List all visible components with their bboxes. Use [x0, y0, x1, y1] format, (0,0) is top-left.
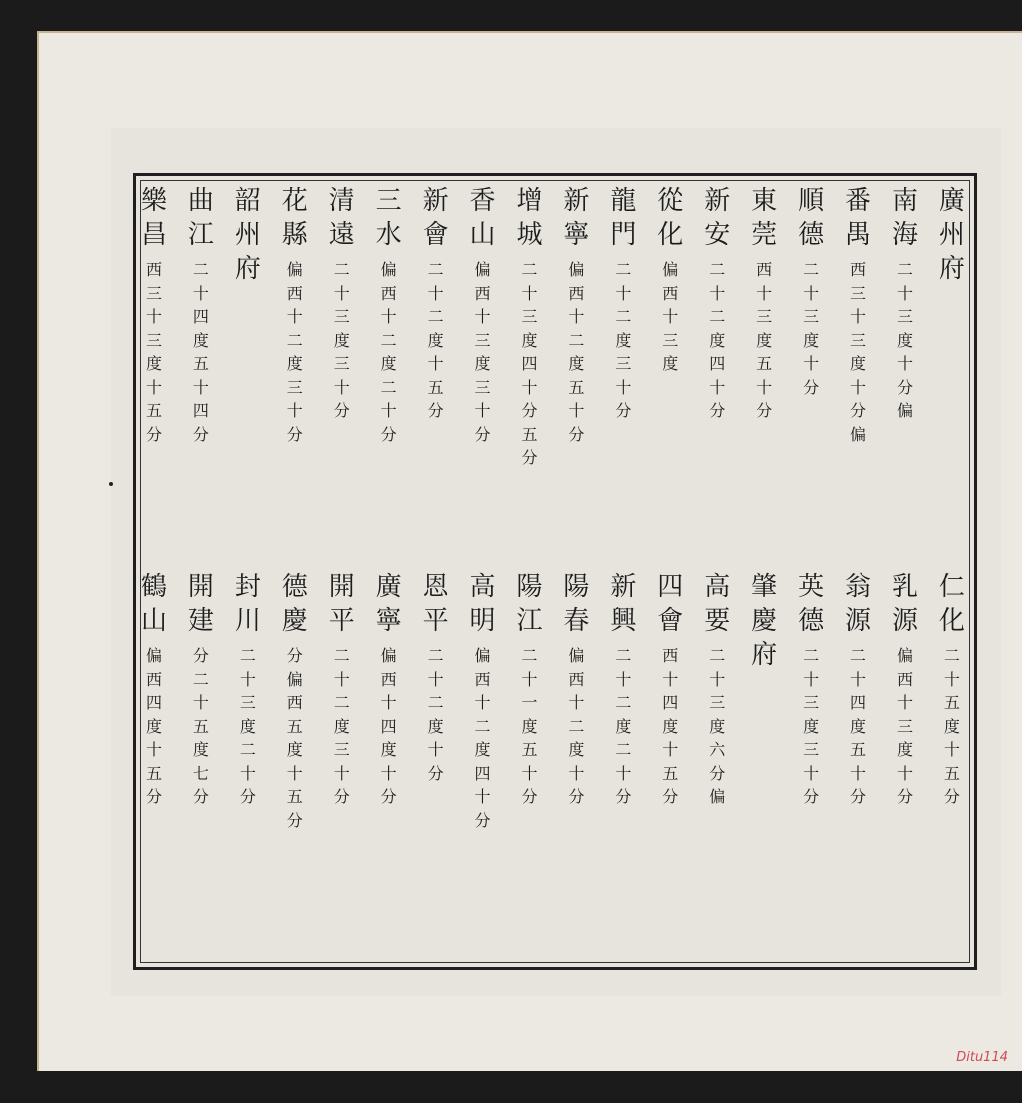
coordinate-note: 二 十 三 度 三 十 分 — [333, 260, 350, 420]
coordinate-note: 偏 西 四 度 十 五 分 — [145, 646, 162, 806]
lower-register — [140, 570, 966, 940]
coordinate-note: 二 十 三 度 十 分 — [803, 260, 820, 397]
coordinate-note: 偏 西 十 二 度 三 十 分 — [286, 260, 303, 444]
place-name: 高 要 — [704, 572, 731, 636]
place-name: 封 川 — [234, 572, 261, 636]
coordinate-note: 分 偏 西 五 度 十 五 分 — [286, 646, 303, 830]
text-column — [234, 570, 262, 940]
coordinate-note: 西 三 十 三 度 十 分 偏 — [850, 260, 867, 444]
coordinate-note: 二 十 二 度 二 十 分 — [615, 646, 632, 806]
text-column — [375, 570, 403, 940]
place-name: 廣 寧 — [375, 572, 402, 636]
place-name: 乳 源 — [891, 572, 918, 636]
coordinate-note: 西 十 三 度 五 十 分 — [756, 260, 773, 420]
text-column — [469, 570, 497, 940]
place-name: 香 山 — [469, 186, 496, 250]
text-column — [281, 184, 309, 544]
text-column — [516, 570, 544, 940]
coordinate-note: 偏 西 十 三 度 十 分 — [896, 646, 913, 806]
text-column — [140, 184, 168, 544]
place-name: 開 平 — [328, 572, 355, 636]
text-column — [703, 570, 731, 940]
place-name: 新 寧 — [563, 186, 590, 250]
place-name: 仁 化 — [938, 572, 965, 636]
text-column — [562, 570, 590, 940]
place-name: 清 遠 — [328, 186, 355, 250]
text-column — [656, 570, 684, 940]
coordinate-note: 偏 西 十 四 度 十 分 — [380, 646, 397, 806]
text-column — [328, 184, 356, 544]
text-column — [516, 184, 544, 544]
place-name: 英 德 — [798, 572, 825, 636]
place-name: 新 會 — [422, 186, 449, 250]
place-name: 新 興 — [610, 572, 637, 636]
text-column — [422, 184, 450, 544]
coordinate-note: 二 十 三 度 三 十 分 — [803, 646, 820, 806]
place-name: 德 慶 — [281, 572, 308, 636]
text-column — [797, 570, 825, 940]
place-name: 陽 江 — [516, 572, 543, 636]
text-column — [375, 184, 403, 544]
coordinate-note: 西 十 四 度 十 五 分 — [662, 646, 679, 806]
text-column — [844, 184, 872, 544]
text-column — [891, 570, 919, 940]
text-column — [609, 184, 637, 544]
coordinate-note: 二 十 三 度 十 分 偏 — [896, 260, 913, 420]
text-column — [750, 570, 778, 940]
text-column — [422, 570, 450, 940]
text-column — [187, 184, 215, 544]
text-column — [562, 184, 590, 544]
place-name: 四 會 — [657, 572, 684, 636]
place-name: 韶 州 府 — [234, 186, 261, 284]
coordinate-note: 二 十 五 度 十 五 分 — [943, 646, 960, 806]
place-name: 東 莞 — [751, 186, 778, 250]
text-column — [281, 570, 309, 940]
coordinate-note: 二 十 四 度 五 十 分 — [850, 646, 867, 806]
place-name: 高 明 — [469, 572, 496, 636]
coordinate-note: 偏 西 十 二 度 二 十 分 — [380, 260, 397, 444]
place-name: 番 禺 — [845, 186, 872, 250]
place-name: 增 城 — [516, 186, 543, 250]
watermark: Ditu114 — [956, 1050, 1008, 1065]
text-column — [609, 570, 637, 940]
coordinate-note: 二 十 三 度 四 十 分 五 分 — [521, 260, 538, 467]
text-column — [656, 184, 684, 544]
place-name: 花 縣 — [281, 186, 308, 250]
coordinate-note: 二 十 二 度 三 十 分 — [333, 646, 350, 806]
coordinate-note: 二 十 三 度 二 十 分 — [239, 646, 256, 806]
text-column — [469, 184, 497, 544]
coordinate-note: 偏 西 十 三 度 三 十 分 — [474, 260, 491, 444]
lower-columns — [140, 570, 966, 940]
place-name: 肇 慶 府 — [751, 572, 778, 670]
coordinate-note: 偏 西 十 三 度 — [662, 260, 679, 373]
coordinate-note: 二 十 二 度 十 五 分 — [427, 260, 444, 420]
place-name: 翁 源 — [845, 572, 872, 636]
coordinate-note: 二 十 二 度 三 十 分 — [615, 260, 632, 420]
coordinate-note: 二 十 二 度 十 分 — [427, 646, 444, 783]
coordinate-note: 二 十 四 度 五 十 四 分 — [192, 260, 209, 444]
place-name: 南 海 — [891, 186, 918, 250]
coordinate-note: 二 十 一 度 五 十 分 — [521, 646, 538, 806]
coordinate-note: 二 十 三 度 六 分 偏 — [709, 646, 726, 806]
coordinate-note: 偏 西 十 二 度 四 十 分 — [474, 646, 491, 830]
place-name: 曲 江 — [187, 186, 214, 250]
place-name: 樂 昌 — [140, 186, 167, 250]
place-name: 鶴 山 — [140, 572, 167, 636]
text-column — [703, 184, 731, 544]
place-name: 三 水 — [375, 186, 402, 250]
text-column — [938, 184, 966, 544]
text-column — [938, 570, 966, 940]
place-name: 從 化 — [657, 186, 684, 250]
coordinate-note: 偏 西 十 二 度 五 十 分 — [568, 260, 585, 444]
text-column — [844, 570, 872, 940]
coordinate-note: 二 十 二 度 四 十 分 — [709, 260, 726, 420]
text-column — [797, 184, 825, 544]
place-name: 廣 州 府 — [938, 186, 965, 284]
upper-columns — [140, 184, 966, 544]
coordinate-note: 分 二 十 五 度 七 分 — [192, 646, 209, 806]
upper-register — [140, 184, 966, 544]
text-column — [187, 570, 215, 940]
place-name: 開 建 — [187, 572, 214, 636]
text-column — [891, 184, 919, 544]
place-name: 順 德 — [798, 186, 825, 250]
text-column — [234, 184, 262, 544]
text-column — [750, 184, 778, 544]
text-column — [328, 570, 356, 940]
place-name: 恩 平 — [422, 572, 449, 636]
place-name: 龍 門 — [610, 186, 637, 250]
place-name: 新 安 — [704, 186, 731, 250]
margin-dot — [109, 482, 113, 486]
text-column — [140, 570, 168, 940]
place-name: 陽 春 — [563, 572, 590, 636]
coordinate-note: 西 三 十 三 度 十 五 分 — [145, 260, 162, 444]
coordinate-note: 偏 西 十 二 度 十 分 — [568, 646, 585, 806]
